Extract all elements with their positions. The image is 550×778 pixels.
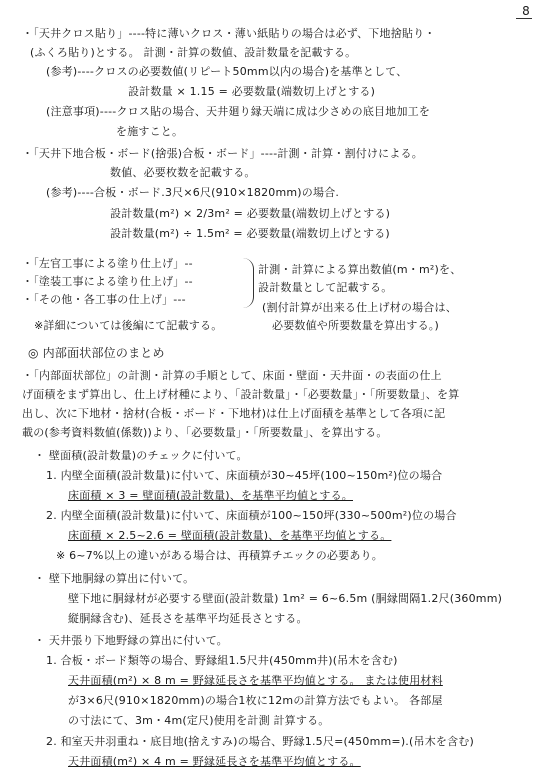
text-line: ・ 壁下地胴縁の算出に付いて。 <box>34 572 195 585</box>
text-line: ・「内部面状部位」の計測・計算の手順として、床面・壁面・天井面・の表面の仕上 <box>22 369 442 382</box>
formula-line: 天井面積(m²) × 4 m = 野縁延長さを基準平均値とする。 <box>68 755 361 768</box>
text-line: 2. 内壁全面積(設計数量)に付いて、床面積が100~150坪(330~500m²)位の場合 <box>46 509 457 522</box>
text-line: ・ 壁面積(設計数量)のチェックに付いて。 <box>34 449 248 462</box>
formula-line: 設計数量(m²) × 2/3m² = 必要数量(端数切上げとする) <box>110 207 391 220</box>
text-line: 出し、次に下地材・捨材(合板・ボード・下地材)は仕上げ面積を基準として各項に記 <box>22 407 446 420</box>
text-line: ・「塗装工事による塗り仕上げ」-- <box>22 275 193 288</box>
text-line: 1. 合板・ボード類等の場合、野縁組1.5尺井(450mm井)(吊木を含む) <box>46 654 398 667</box>
text-line: (ふくろ貼り)とする。 計測・計算の数値、設計数量を記載する。 <box>30 46 357 59</box>
text-line: ・ 天井張り下地野縁の算出に付いて。 <box>34 634 228 647</box>
text-line: 計測・計算による算出数値(m・m²)を、 <box>258 263 462 276</box>
text-line: 必要数値や所要数量を算出する。) <box>272 319 439 332</box>
text-line: を施すこと。 <box>116 125 184 138</box>
text-line: 1. 内壁全面積(設計数量)に付いて、床面積が30~45坪(100~150m²)位の場合 <box>46 469 443 482</box>
page-number: 8 <box>516 4 532 19</box>
text-line: ※ 6~7%以上の違いがある場合は、再積算チエックの必要あり。 <box>56 549 383 562</box>
text-line: (参考)----合板・ボード.3尺×6尺(910×1820mm)の場合. <box>46 186 340 199</box>
text-line: げ面積をまず算出し、仕上げ材種により、「設計数量」・「必要数量」・「所要数量」、を算 <box>22 388 460 401</box>
formula-line: 設計数量 × 1.15 = 必要数量(端数切上げとする) <box>128 85 376 98</box>
text-line: (割付計算が出来る仕上げ材の場合は、 <box>262 301 457 314</box>
text-line: ・「左官工事による塗り仕上げ」-- <box>22 257 193 270</box>
section-heading: ◎ 内部面状部位のまとめ <box>28 346 165 360</box>
formula-line: 床面積 × 3 = 壁面積(設計数量)、を基準平均値とする。 <box>68 489 353 502</box>
text-line: ・「天井下地合板・ボード(捨張)合板・ボード」----計測・計算・割付けによる。 <box>22 147 423 160</box>
formula-line: 設計数量(m²) ÷ 1.5m² = 必要数量(端数切上げとする) <box>110 227 390 240</box>
brace-divider <box>243 258 254 308</box>
text-line: 壁下地に胴縁材が必要する壁面(設計数量) 1m² = 6~6.5m (胴縁間隔1.2尺(360mm) <box>68 592 503 605</box>
text-line: が3×6尺(910×1820mm)の場合1枚に12mの計算方法でもよい。 各部屋 <box>68 694 443 707</box>
text-line: 載の(参考資料数値(係数))より、「必要数量」・「所要数量」、を算出する。 <box>22 426 388 439</box>
text-line: (参考)----クロスの必要数値(リピート50mm以内の場合)を基準として、 <box>46 65 408 78</box>
text-line: 2. 和室天井羽重ね・底目地(捨えすみ)の場合、野縁1.5尺=(450mm=).(吊木を含む) <box>46 735 474 748</box>
formula-line: 天井面積(m²) × 8 m = 野縁延長さを基準平均値とする。 または使用材料 <box>68 674 443 687</box>
text-line: 設計数量として記載する。 <box>258 281 393 294</box>
text-line: ・「その他・各工事の仕上げ」--- <box>22 293 186 306</box>
text-line: の寸法にて、3m・4m(定尺)使用を計測 計算する。 <box>68 714 330 727</box>
text-line: ※詳細については後編にて記載する。 <box>34 319 223 332</box>
formula-line: 床面積 × 2.5~2.6 = 壁面積(設計数量)、を基準平均値とする。 <box>68 529 392 542</box>
text-line: (注意事項)----クロス貼の場合、天井廻り縁天端に成は少さめの底目地加工を <box>46 105 431 118</box>
text-line: ・「天井クロス貼り」----特に薄いクロス・薄い紙貼りの場合は必ず、下地捨貼り・ <box>22 27 436 40</box>
text-line: 数値、必要枚数を記載する。 <box>110 166 256 179</box>
text-line: 縦胴縁含む)、延長さを基準平均延長さとする。 <box>68 612 308 625</box>
